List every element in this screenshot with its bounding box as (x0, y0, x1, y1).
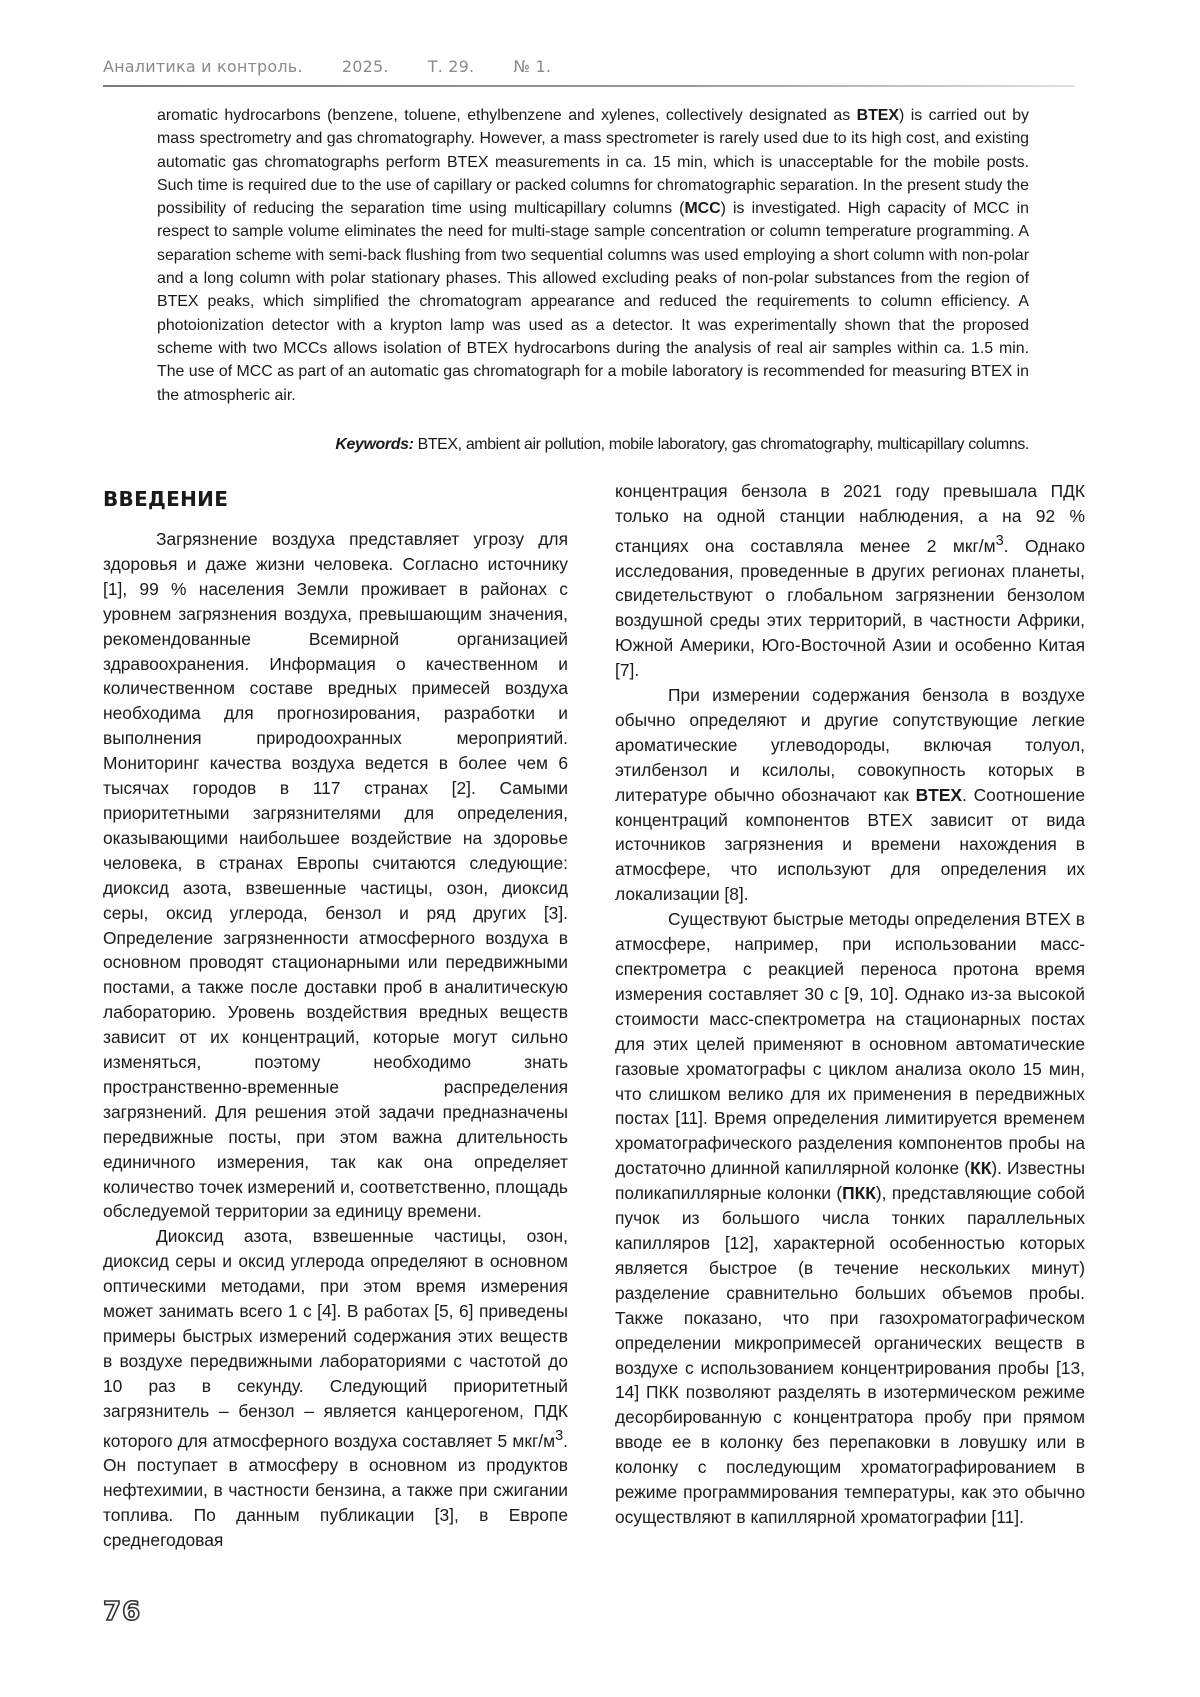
right-paragraph-3-kk: КК (970, 1158, 992, 1179)
header-divider (103, 85, 1075, 87)
right-paragraph-3-pkk: ПКК (842, 1183, 876, 1204)
right-paragraph-1-text: концентрация бензола в 2021 году превышала ПДК только на одной станции наблюдения, а на 92 % станциях она составляла менее 2 мкг/м (615, 481, 1085, 556)
left-paragraph-2 (103, 1224, 568, 1553)
keywords (157, 433, 1029, 456)
keywords-text: BTEX, ambient air pollution, mobile laboratory, gas chromatography, multicapillary columns. (413, 436, 1029, 453)
right-paragraph-3-text-b: ). Известны поликапиллярные колонки ( (615, 1158, 1085, 1204)
abstract-btex: BTEX (856, 107, 899, 124)
right-paragraph-3-text-a: Существуют быстрые методы определения BTEX в атмосфере, например, при использовании масс-спектрометра с реакцией переноса протона время измерения составляет 30 с [9, 10]. Однако из-за высокой стоимости масс-спектрометра на стационарных постах для этих целей применяют в основном автоматические газовые хроматографы с циклом анализа около 15 мин, что слишком велико для их применения в передвижных постах [11]. Время определения лимитируется временем хроматографического разделения компонентов пробы на достаточно длинной капиллярной колонке ( (615, 909, 1085, 1179)
right-paragraph-1 (615, 479, 1085, 683)
page-number: 76 (103, 1597, 142, 1627)
abstract-text-3: ) is investigated. High capacity of MCC in respect to sample volume eliminates the need for multi-stage sample concentration or column temperature programming. A separation scheme with semi-back flushing from two sequential columns was used employing a short column with non-polar and a long column with polar stationary phases. This allowed excluding peaks of non-polar substances from the region of BTEX peaks, which simplified the chromatogram appearance and reduced the requirements to column efficiency. A photoionization detector with a krypton lamp was used as a detector. It was experimentally shown that the proposed scheme with two MCCs allows isolation of BTEX hydrocarbons during the analysis of real air samples within ca. 1.5 min. The use of MCC as part of an automatic gas chromatograph for a mobile laboratory is recommended for measuring BTEX in the atmospheric air. (157, 200, 1029, 404)
abstract (157, 104, 1029, 407)
abstract-text-2: ) is carried out by mass spectrometry and gas chromatography. However, a mass spectrometer is rarely used due to its high cost, and existing automatic gas chromatographs perform BTEX measurements in ca. 15 min, which is unacceptable for the mobile posts. Such time is required due to the use of capillary or packed columns for chromatographic separation. In the present study the possibility of reducing the separation time using multicapillary columns ( (157, 107, 1029, 218)
left-paragraph-2-end: . Он поступает в атмосферу в основном из продуктов нефтехимии, в частности бензина, а также при сжигании топлива. По данным публикации [3], в Европе среднегодовая (103, 1430, 568, 1551)
left-column (103, 486, 568, 1553)
journal-name: Аналитика и контроль. (103, 57, 303, 76)
abstract-mcc: MCC (684, 200, 721, 218)
right-paragraph-2-btex: BTEX (915, 784, 962, 805)
journal-issue: № 1. (513, 57, 552, 76)
right-paragraph-3-text-c: ), представляющие собой пучок из большого числа тонких параллельных капилляров [12], характерной особенностью которых является быстрое (в течение нескольких минут) разделение сравнительно больших объемов пробы. Также показано, что при газохроматографическом определении микропримесей органических веществ в воздухе с использованием концентрирования пробы [13, 14] ПКК позволяют разделять в изотермическом режиме десорбированную с концентратора пробу при прямом вводе ее в колонку без перепаковки в ловушку или в колонку с последующим хроматографированием в режиме программирования температуры, как это обычно осуществляют в капиллярной хроматографии [11]. (615, 1183, 1085, 1527)
superscript: 3 (555, 1427, 564, 1444)
superscript: 3 (995, 532, 1004, 549)
right-paragraph-2-text-b: . Соотношение концентраций компонентов BTEX зависит от вида источников загрязнения и времени нахождения в атмосфере, что используют для определения их локализации [8]. (615, 784, 1086, 905)
journal-year: 2025. (341, 57, 389, 76)
left-paragraph-1: Загрязнение воздуха представляет угрозу для здоровья и даже жизни человека. Согласно источнику [1], 99 % населения Земли проживает в районах с уровнем загрязнения воздуха, превышающим значения, рекомендованные Всемирной организацией здравоохранения. Информация о качественном и количественном составе вредных примесей воздуха необходима для прогнозирования, разработки и выполнения природоохранных мероприятий. Мониторинг качества воздуха ведется в более чем 6 тысячах городов в 117 странах [2]. Самыми приоритетными загрязнителями для определения, оказывающими наибольшее воздействие на здоровье человека, в странах Европы считаются следующие: диоксид азота, взвешенные частицы, озон, диоксид серы, оксид углерода, бензол и ряд других [3]. Определение загрязненности атмосферного воздуха в основном проводят стационарными или передвижными постами, а также после доставки проб в аналитическую лабораторию. Уровень воздействия вредных веществ зависит от их концентраций, которые могут сильно изменяться, поэтому необходимо знать пространственно-временные распределения загрязнений. Для решения этой задачи предназначены передвижные посты, при этом важна длительность единичного измерения, так как она определяет количество точек измерений и, соответственно, площадь обследуемой территории за единицу времени. (103, 529, 568, 1222)
right-paragraph-1-end: . Однако исследования, проведенные в других регионах планеты, свидетельствуют о глобальном загрязнении бензолом воздушной среды этих территорий, в частности Африки, Южной Америки, Юго-Восточной Азии и особенно Китая [7]. (615, 535, 1085, 681)
right-paragraph-3 (615, 907, 1085, 1530)
section-title: ВВЕДЕНИЕ (103, 487, 229, 511)
keywords-label: Keywords: (335, 436, 414, 453)
abstract-text-1: aromatic hydrocarbons (benzene, toluene, ethylbenzene and xylenes, collectively designated as (157, 107, 857, 124)
right-paragraph-2-text-a: При измерении содержания бензола в воздухе обычно определяют и другие сопутствующие легкие ароматические углеводороды, включая толуол, этилбензол и ксилолы, совокупность которых в литературе обычно обозначают как (615, 685, 1085, 805)
left-paragraph-2-text: Диоксид азота, взвешенные частицы, озон, диоксид серы и оксид углерода определяют в основном оптическими методами, при этом время измерения может занимать всего 1 с [4]. В работах [5, 6] приведены примеры быстрых измерений содержания этих веществ в воздухе передвижными лабораториями с частотой до 10 раз в секунду. Следующий приоритетный загрязнитель – бензол – является канцерогеном, ПДК которого для атмосферного воздуха составляет 5 мкг/м (103, 1226, 568, 1451)
journal-volume: Т. 29. (427, 57, 475, 76)
right-column (615, 479, 1085, 1530)
right-paragraph-2 (615, 683, 1085, 907)
